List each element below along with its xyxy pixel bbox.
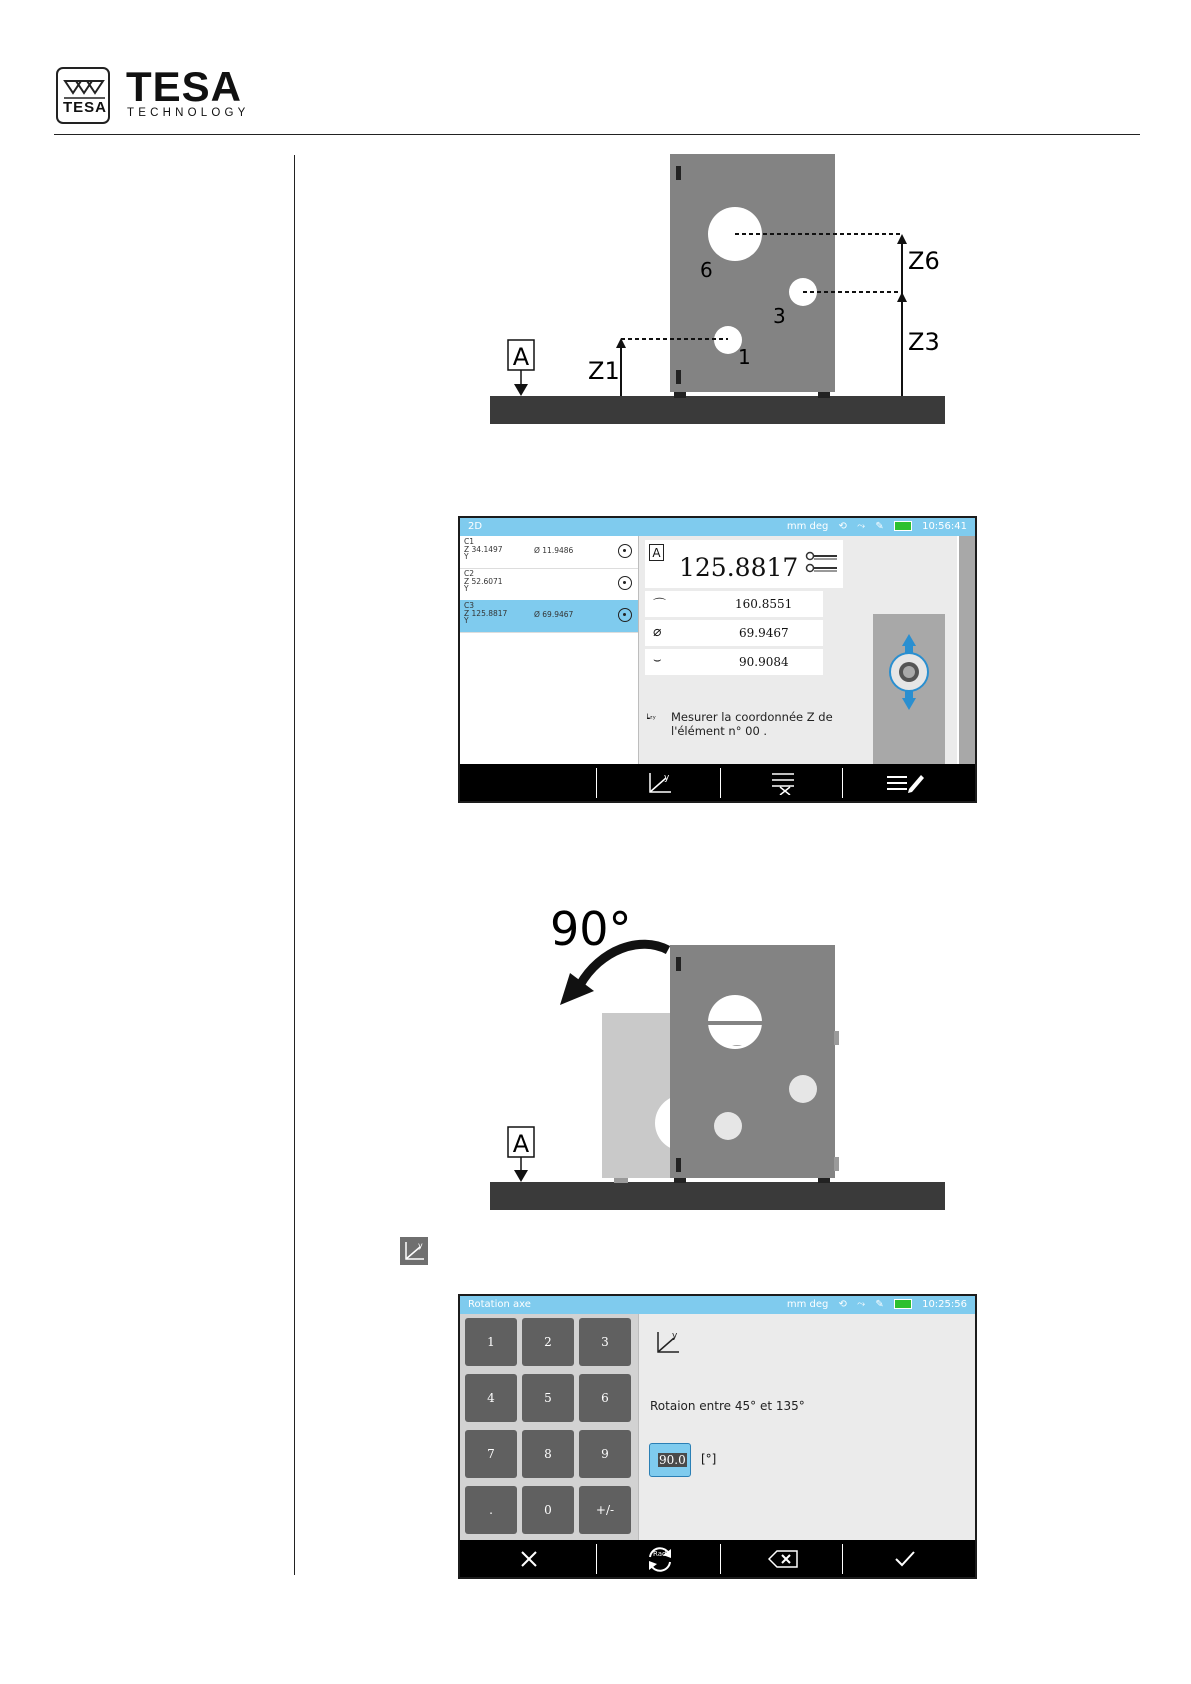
angle-input[interactable] <box>649 1443 691 1477</box>
workpiece <box>670 154 835 392</box>
z6-label: Z6 <box>908 247 940 275</box>
min-icon: ⌣ <box>653 653 662 668</box>
rotate-axis-icon <box>655 1328 681 1356</box>
datum-badge: A <box>649 544 664 561</box>
angle-input-value: 90.0 <box>659 1453 686 1467</box>
z1-label: Z1 <box>588 357 620 385</box>
brand-subtitle: TECHNOLOGY <box>127 107 250 119</box>
svg-text:y: y <box>418 1241 423 1250</box>
backspace-icon <box>768 1550 798 1568</box>
main-value-tile <box>645 540 843 588</box>
screen-title: Rotation axe <box>468 1299 531 1310</box>
workpiece <box>670 945 835 1178</box>
datum-label: A <box>512 1130 530 1158</box>
rotation-axis-screen <box>458 1294 977 1579</box>
rotation-range-instruction: Rotaion entre 45° et 135° <box>650 1399 805 1413</box>
logo-text: TESA <box>62 99 107 116</box>
key-1[interactable]: 1 <box>465 1318 517 1366</box>
keypad <box>460 1314 638 1542</box>
status-bar <box>460 518 975 536</box>
signal-icon: ⤳ <box>857 1299 866 1310</box>
main-value: 125.8817 <box>679 553 799 582</box>
clear-list-button[interactable] <box>743 764 823 801</box>
toolbar <box>460 764 975 801</box>
logo-triangles-icon <box>58 69 112 126</box>
battery-icon <box>894 1299 912 1309</box>
tool-icon: ✎ <box>875 521 884 532</box>
edit-list-button[interactable] <box>865 764 945 801</box>
list-delete-icon <box>770 771 796 795</box>
angle-unit: [°] <box>701 1452 717 1466</box>
units-indicator: mm deg <box>786 521 829 532</box>
key-4[interactable]: 4 <box>465 1374 517 1422</box>
close-icon <box>520 1550 538 1568</box>
svg-text:y: y <box>672 1331 678 1341</box>
circle-element-icon <box>618 608 632 622</box>
list-item[interactable]: C1 Z 34.1497 Y Ø 11.9486 <box>460 536 638 569</box>
units-indicator: mm deg <box>786 1299 829 1310</box>
diameter-icon: ⌀ <box>653 624 662 640</box>
key-0[interactable]: 0 <box>522 1486 574 1534</box>
brand-name: TESA <box>126 63 243 110</box>
key-3[interactable]: 3 <box>579 1318 631 1366</box>
list-item-selected[interactable]: C3 Z 125.8817 Y Ø 69.9467 <box>460 600 638 633</box>
instruction-message: Mesurer la coordonnée Z de l'élément n° 00 . <box>671 710 833 738</box>
hole-6-label: 6 <box>700 258 713 282</box>
key-5[interactable]: 5 <box>522 1374 574 1422</box>
tesa-logo <box>56 67 110 124</box>
rotation-panel <box>638 1314 975 1542</box>
probe-tips-icon <box>805 548 839 578</box>
screen-title: 2D <box>468 521 483 532</box>
key-7[interactable]: 7 <box>465 1430 517 1478</box>
z3-label: Z3 <box>908 328 940 356</box>
backspace-button[interactable] <box>743 1540 823 1577</box>
rad-label: Rad <box>653 1550 667 1558</box>
hole-3-label: 3 <box>773 304 786 328</box>
rad-toggle-button[interactable] <box>620 1540 700 1577</box>
key-decimal[interactable]: . <box>465 1486 517 1534</box>
rotate-axis-icon <box>400 1237 428 1265</box>
confirm-button[interactable] <box>865 1540 945 1577</box>
rotation-angle-label: 90° <box>550 902 632 956</box>
cancel-button[interactable] <box>496 1540 562 1577</box>
value-row-diameter: ⌀ 69.9467 <box>645 620 823 646</box>
key-6[interactable]: 6 <box>579 1374 631 1422</box>
svg-text:y: y <box>664 773 670 783</box>
axis-icon: ┕ᶻʸ <box>645 714 656 723</box>
datum-label: A <box>512 343 530 371</box>
header-divider <box>54 134 1140 135</box>
value-row-min: ⌣ 90.9084 <box>645 649 823 675</box>
status-bar <box>460 1296 975 1314</box>
key-plus-minus[interactable]: +/- <box>579 1486 631 1534</box>
figure-part-heights <box>490 152 960 427</box>
toolbar <box>460 1540 975 1577</box>
figure-rotation <box>490 895 960 1215</box>
clock: 10:25:56 <box>922 1299 967 1310</box>
max-icon: ⌒ <box>653 598 667 613</box>
clock: 10:56:41 <box>922 521 967 532</box>
surface-plate <box>490 396 945 424</box>
surface-plate <box>490 1182 945 1210</box>
measurement-screen <box>458 516 977 803</box>
key-9[interactable]: 9 <box>579 1430 631 1478</box>
probe-direction-icon <box>881 632 937 712</box>
tool-icon: ✎ <box>875 1299 884 1310</box>
check-icon <box>894 1550 916 1568</box>
probe-icon: ⟲ <box>838 1299 847 1310</box>
list-item[interactable]: C2 Z 52.6071 Y <box>460 568 638 601</box>
margin-divider <box>294 155 295 1575</box>
signal-icon: ⤳ <box>857 521 866 532</box>
hole-1-label: 1 <box>738 345 751 369</box>
probe-gauge <box>873 614 945 784</box>
list-edit-icon <box>885 771 925 795</box>
value-row-max: ⌒ 160.8551 <box>645 591 823 617</box>
circle-element-icon <box>618 576 632 590</box>
rotate-axis-button[interactable] <box>620 764 700 801</box>
result-panel <box>639 536 957 779</box>
probe-icon: ⟲ <box>838 521 847 532</box>
key-2[interactable]: 2 <box>522 1318 574 1366</box>
key-8[interactable]: 8 <box>522 1430 574 1478</box>
circle-element-icon <box>618 544 632 558</box>
scrollbar[interactable] <box>959 536 975 779</box>
rotate-axis-icon <box>647 771 673 795</box>
battery-icon <box>894 521 912 531</box>
element-list <box>460 536 639 779</box>
